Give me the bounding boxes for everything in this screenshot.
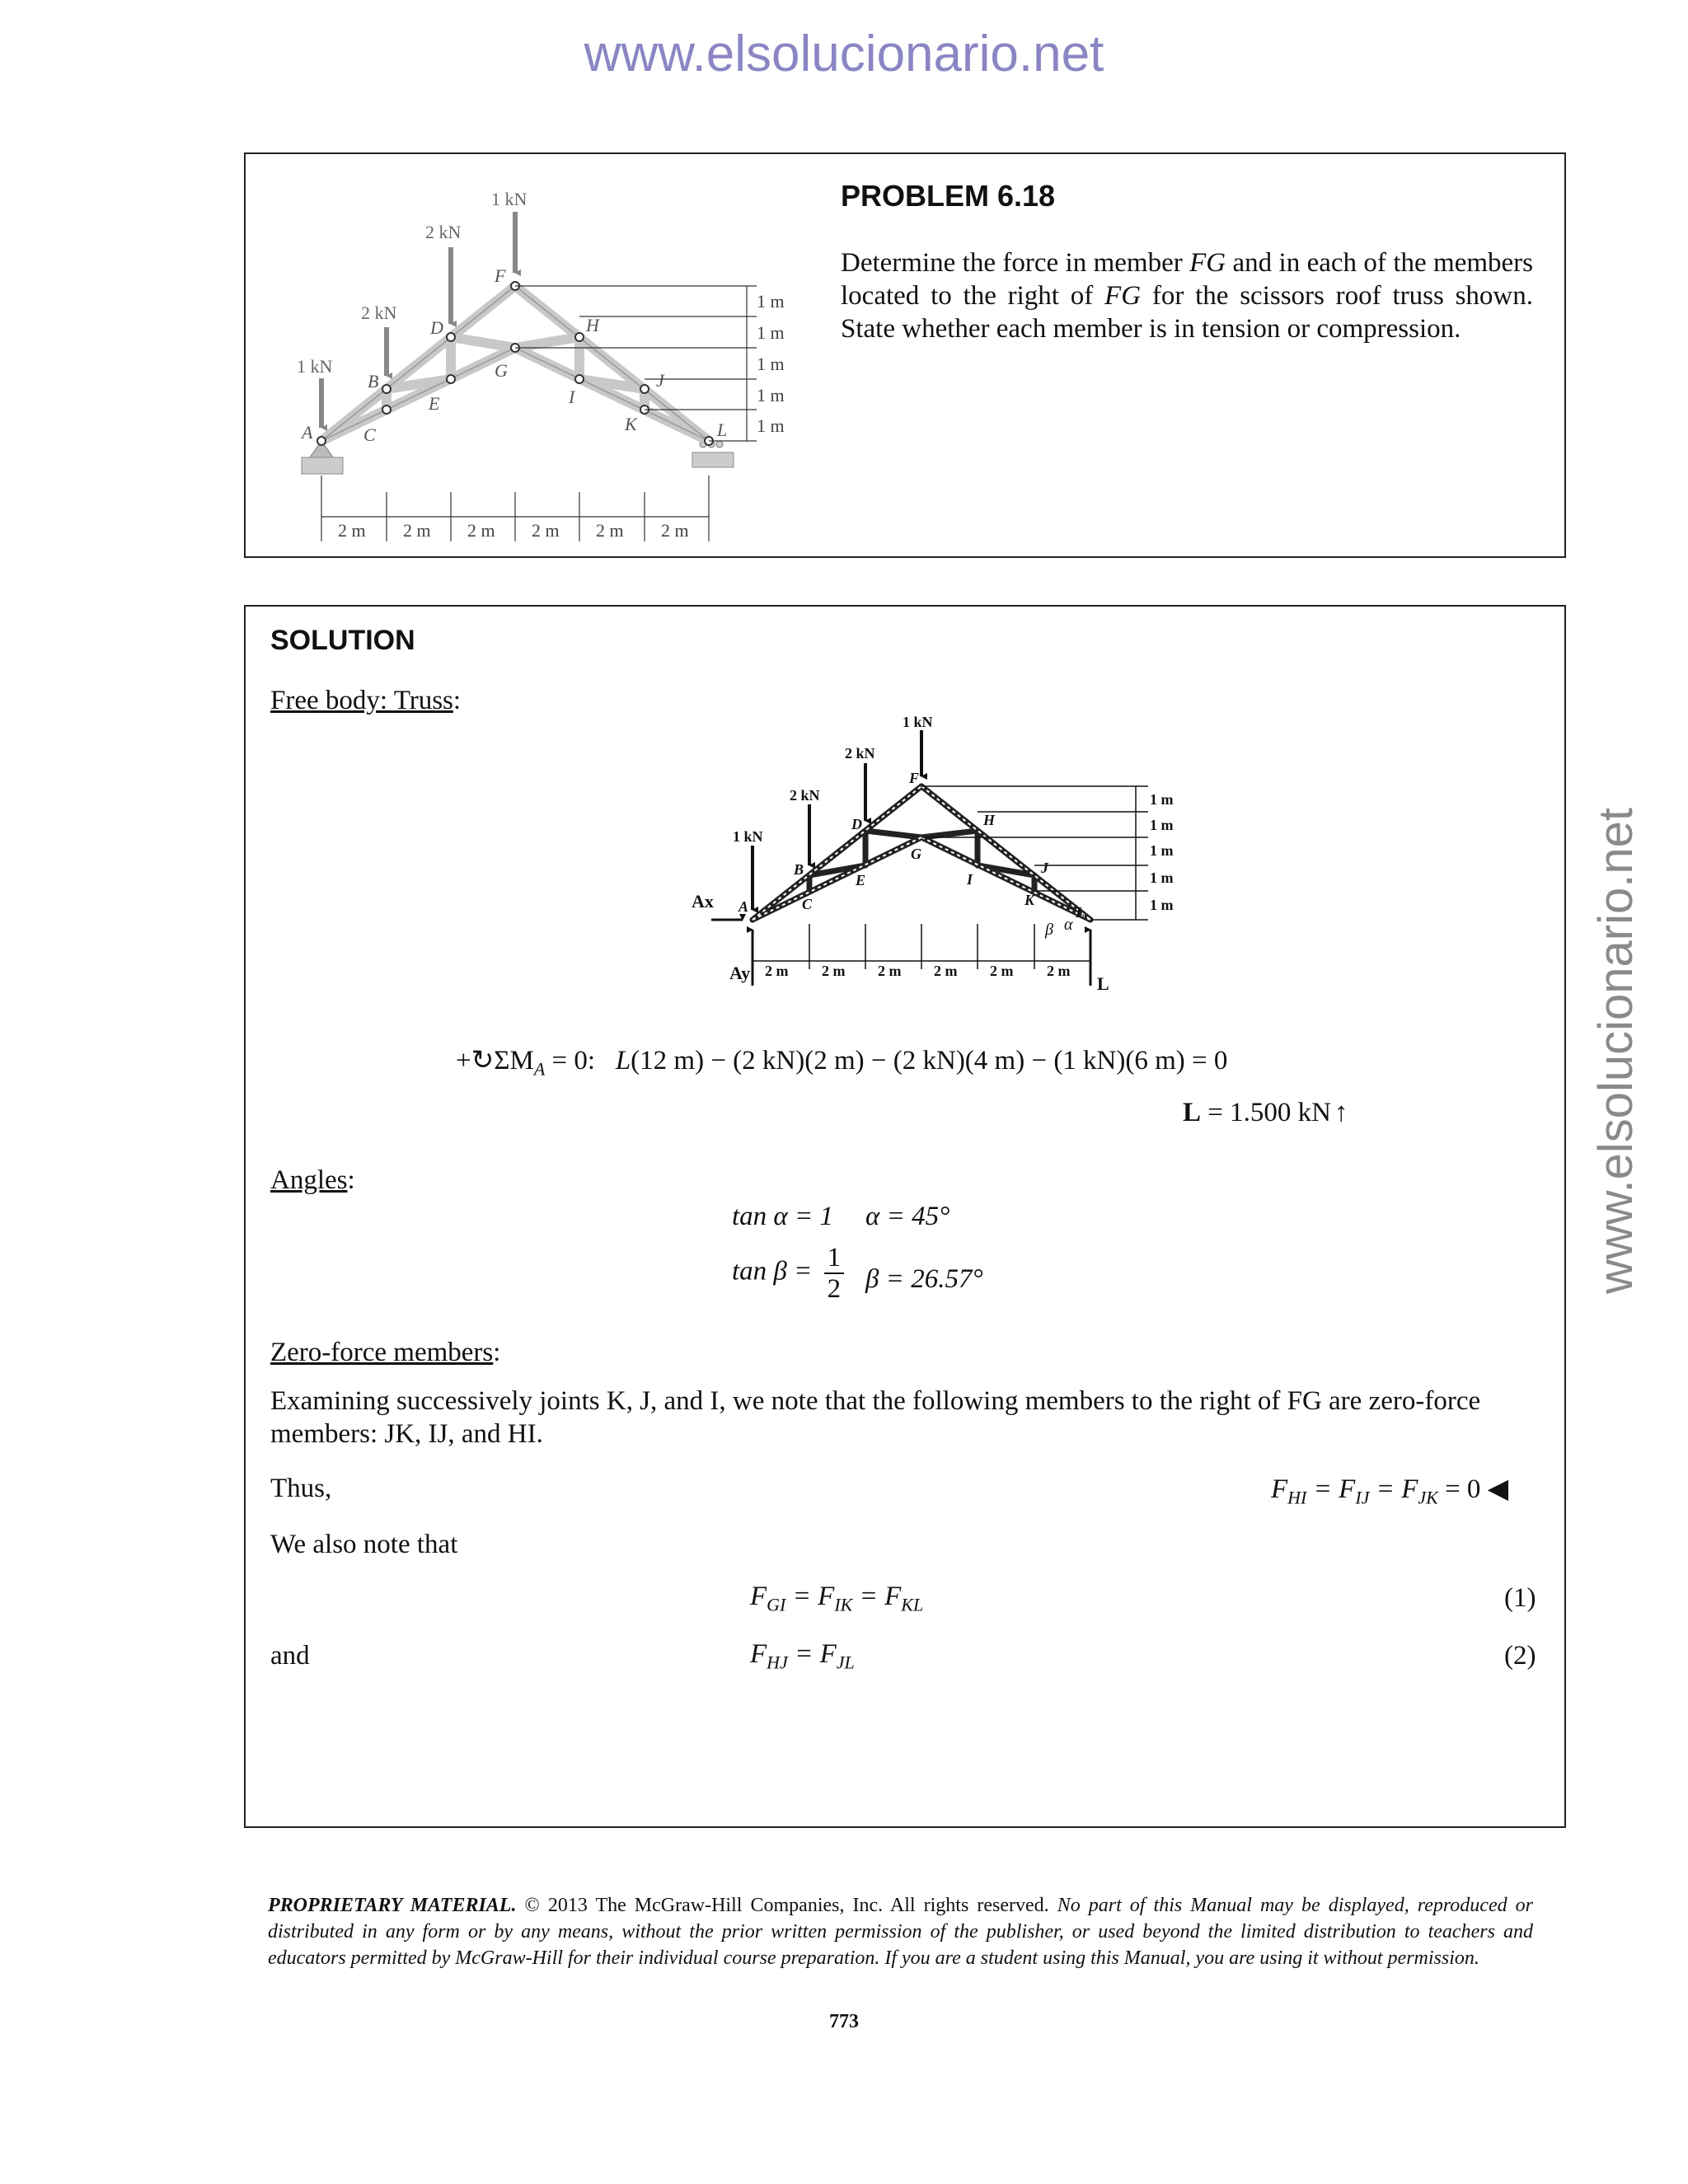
fbd-joint-h: H	[983, 812, 996, 828]
joint-label-k: K	[625, 414, 637, 434]
alpha-value: α = 45°	[865, 1202, 950, 1231]
fbd-span-6: 2 m	[1047, 963, 1071, 979]
fbd-joint-c: C	[802, 896, 813, 912]
fbd-height-4: 1 m	[1150, 869, 1174, 886]
examining-text: Examining successively joints K, J, and I, we note that the following members to the right of FG are zero-force members: JK, IJ, and HI.	[270, 1386, 1481, 1449]
watermark-top: www.elsolucionario.net	[584, 26, 1104, 82]
angles-heading: Angles:	[270, 1165, 355, 1195]
joint-label-a: A	[302, 422, 313, 443]
fbd-height-2: 1 m	[1150, 817, 1174, 833]
load-label-b: 2 kN	[361, 302, 397, 323]
reaction-ax: Ax	[692, 891, 714, 912]
reaction-ay: Ay	[729, 963, 751, 983]
fbd-height-5: 1 m	[1150, 897, 1174, 913]
height-dim-2: 1 m	[757, 322, 785, 343]
tan-alpha: tan α = 1	[732, 1202, 834, 1231]
height-dim-5: 1 m	[757, 415, 785, 436]
equation-1-number: (1)	[1504, 1583, 1536, 1613]
arrow-up-icon: ↑	[1334, 1098, 1348, 1127]
joint-label-i: I	[569, 387, 575, 407]
fbd-joint-i: I	[967, 871, 973, 888]
equation-2-number: (2)	[1504, 1641, 1536, 1671]
fbd-joint-a: A	[738, 898, 749, 915]
load-label-a: 1 kN	[297, 356, 333, 377]
fbd-span-3: 2 m	[878, 963, 902, 979]
fbd-joint-l: L	[1076, 904, 1085, 921]
solution-title: SOLUTION	[270, 625, 415, 656]
joint-label-g: G	[495, 360, 508, 381]
height-dim-3: 1 m	[757, 354, 785, 374]
fbd-span-1: 2 m	[765, 963, 789, 979]
answer-marker-icon: ◀	[1487, 1474, 1509, 1504]
span-dim-6: 2 m	[661, 520, 689, 541]
free-body-heading: Free body: Truss:	[270, 686, 462, 715]
tan-beta: tan β = $\frac{1}{2}$	[732, 1243, 844, 1304]
result-l: L = 1.500 kN ↑	[1183, 1098, 1348, 1127]
joint-label-l: L	[717, 419, 728, 440]
fbd-load-f: 1 kN	[903, 714, 933, 730]
fbd-joint-j: J	[1041, 860, 1048, 876]
moment-equation: $+↻\Sigma M_A = 0$: L(12 m) − (2 kN)(2 m) − (2 kN)(4 m) − (1 kN)(6 m) = 0	[456, 1046, 1228, 1080]
height-dim-1: 1 m	[757, 291, 785, 312]
also-note: We also note that	[270, 1530, 458, 1559]
reaction-l: L	[1097, 973, 1109, 994]
fbd-load-d: 2 kN	[845, 745, 875, 762]
equation-1: $F_{GI} = F_{IK} = F_{KL}$	[750, 1582, 924, 1615]
fbd-load-a: 1 kN	[733, 828, 763, 845]
page-number: 773	[829, 2011, 859, 2032]
beta-value: β = 26.57°	[865, 1264, 983, 1294]
angle-beta-mark: β	[1045, 921, 1053, 939]
joint-label-f: F	[495, 265, 506, 286]
span-dim-1: 2 m	[338, 520, 366, 541]
fbd-span-2: 2 m	[822, 963, 846, 979]
joint-label-b: B	[368, 371, 379, 391]
watermark-side: www.elsolucionario.net	[1589, 808, 1643, 1294]
fbd-joint-k: K	[1025, 892, 1035, 908]
load-label-f: 1 kN	[491, 189, 528, 209]
equation-2: $F_{HJ} = F_{JL}$	[750, 1639, 855, 1673]
fbd-height-3: 1 m	[1150, 842, 1174, 859]
fbd-joint-d: D	[851, 816, 862, 832]
load-label-d: 2 kN	[425, 222, 462, 242]
problem-box	[244, 152, 1566, 558]
solution-box	[244, 605, 1566, 1828]
fbd-height-1: 1 m	[1150, 791, 1174, 808]
thus-equation: $F_{HI} = F_{IJ} = F_{JK} = 0$ ◀	[1271, 1474, 1509, 1508]
problem-statement: Determine the force in member FG and in each of the members located to the right of FG for the scissors roof truss shown. State whether each member is in tension or compression.	[841, 248, 1534, 344]
joint-label-c: C	[363, 424, 376, 445]
beta-fraction-den: 2	[827, 1274, 842, 1304]
fbd-load-b: 2 kN	[790, 787, 820, 804]
joint-label-h: H	[586, 315, 599, 335]
free-body-figure	[687, 714, 1198, 1019]
and-label: and	[270, 1641, 310, 1671]
fbd-span-5: 2 m	[990, 963, 1014, 979]
joint-label-e: E	[429, 393, 440, 414]
span-dim-4: 2 m	[532, 520, 560, 541]
joint-label-j: J	[656, 370, 664, 391]
moment-sign-icon: +↻	[456, 1046, 495, 1076]
angle-alpha-mark: α	[1064, 916, 1073, 934]
fbd-joint-e: E	[856, 872, 866, 888]
truss-figure	[262, 162, 831, 558]
problem-title: PROBLEM 6.18	[841, 179, 1056, 213]
fbd-span-4: 2 m	[934, 963, 958, 979]
fbd-joint-f: F	[909, 770, 920, 786]
height-dim-4: 1 m	[757, 385, 785, 405]
span-dim-5: 2 m	[596, 520, 624, 541]
joint-label-d: D	[430, 317, 443, 338]
fbd-joint-b: B	[794, 861, 804, 878]
beta-fraction-num: 1	[824, 1243, 845, 1274]
thus-label: Thus,	[270, 1474, 332, 1503]
span-dim-2: 2 m	[403, 520, 431, 541]
span-dim-3: 2 m	[467, 520, 495, 541]
footer-notice: PROPRIETARY MATERIAL. © 2013 The McGraw-Hill Companies, Inc. All rights reserved. No part of this Manual may be displayed, reproduced or distributed in any form or by any means, without the prior written permission of the publisher, or used beyond the limited distribution to teachers and educators permitted by McGraw-Hill for their individual course preparation. If you are a student using this Manual, you are using it without permission.	[268, 1895, 1533, 1969]
zero-force-heading: Zero-force members:	[270, 1338, 501, 1367]
fbd-joint-g: G	[911, 846, 921, 862]
